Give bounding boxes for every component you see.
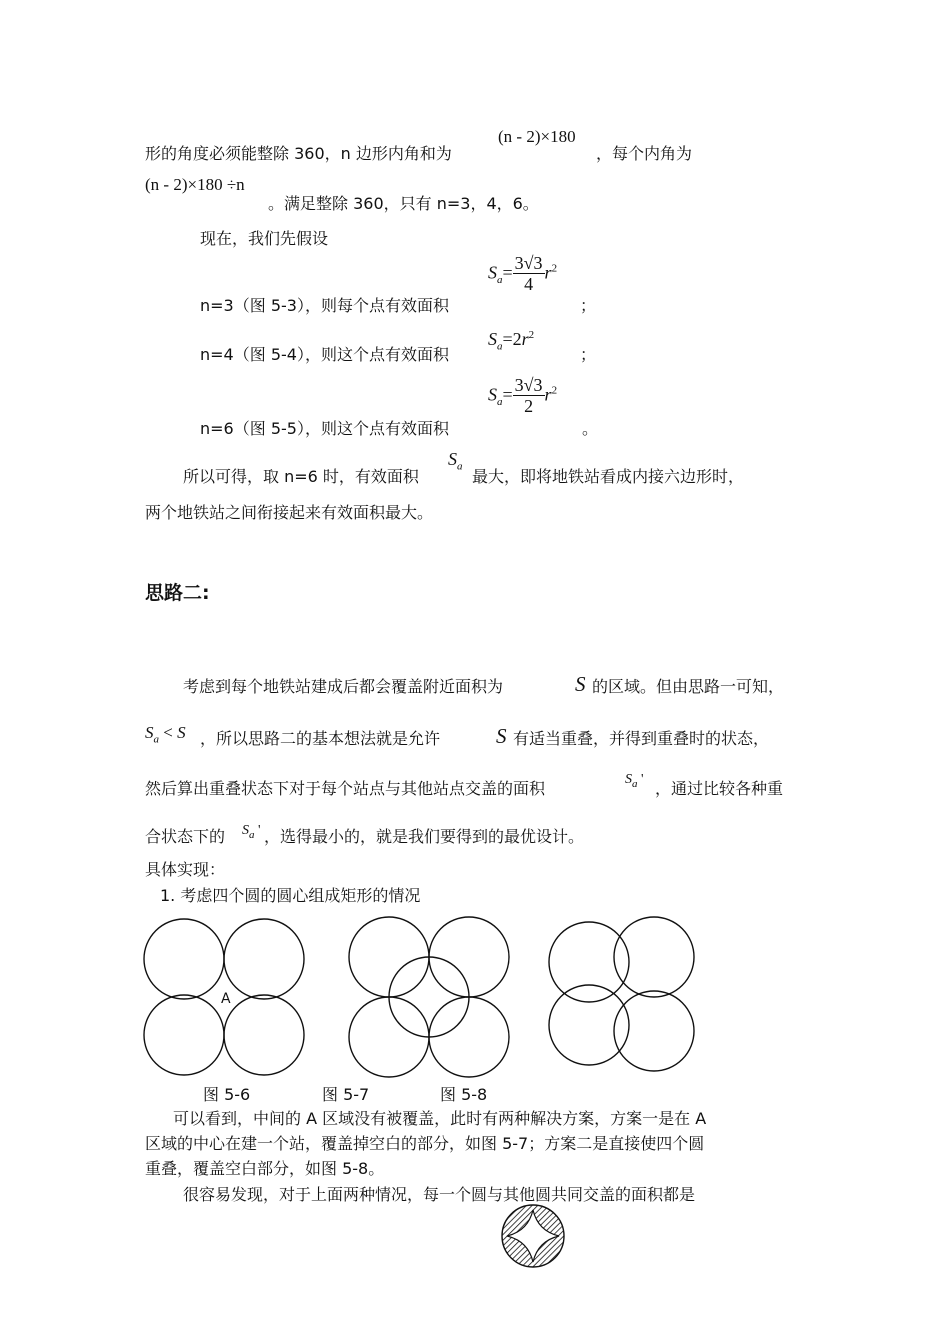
symbol-s: S (496, 724, 507, 748)
symbol-sa-prime: $S_a$ ' (242, 823, 261, 841)
text-line: 具体实现： (145, 860, 226, 879)
figure-caption: 图 5-6 (203, 1085, 251, 1104)
symbol-s: S (575, 672, 586, 696)
figure-5-7 (345, 913, 515, 1078)
text-line: 可以看到，中间的 A 区域没有被覆盖，此时有两种解决方案，方案一是在 A (173, 1109, 707, 1128)
figure-5-8 (545, 913, 705, 1078)
inequality: $S_a < S$ (145, 723, 186, 746)
list-item: 1. 考虑四个圆的圆心组成矩形的情况 (160, 886, 421, 905)
figure-caption: 图 5-8 (440, 1085, 488, 1104)
text-line: 合状态下的 (145, 827, 226, 846)
section-heading: 思路二: (145, 582, 210, 604)
text-line: 的区域。但由思路一可知， (592, 677, 785, 696)
formula-n3: $S_a=$ $\frac{3√3}{4}$ $r^2$ (488, 253, 558, 294)
text-line: 两个地铁站之间衔接起来有效面积最大。 (145, 503, 434, 522)
text-line: 形的角度必须能整除 360，n 边形内角和为 (145, 144, 452, 163)
text-line: 重叠，覆盖空白部分，如图 5-8。 (145, 1159, 385, 1178)
region-label-a: A (221, 991, 231, 1007)
punct: ； (580, 345, 597, 364)
text-line: 所以可得，取 n=6 时，有效面积 (183, 467, 419, 486)
formula-n6: $S_a=$ $\frac{3√3}{2}$ $r^2$ (488, 375, 558, 416)
formula-interior-angle: (n - 2)×180 ÷n (145, 175, 245, 194)
text-line: ，所以思路二的基本想法就是允许 (200, 729, 441, 748)
text-line: 考虑到每个地铁站建成后都会覆盖附近面积为 (183, 677, 504, 696)
case-label-n3: n=3（图 5-3），则每个点有效面积 (200, 296, 449, 315)
text-line: 。满足整除 360，只有 n=3，4，6。 (268, 194, 539, 213)
text-line: ，选得最小的，就是我们要得到的最优设计。 (264, 827, 585, 846)
punct: 。 (582, 419, 599, 438)
hatched-overlap-figure (500, 1203, 566, 1269)
formula-n4: $S_a=2r^2$ (488, 329, 535, 353)
figure-caption: 图 5-7 (322, 1085, 370, 1104)
formula-angle-sum: (n - 2)×180 (498, 127, 576, 146)
text-line: 最大，即将地铁站看成内接六边形时， (472, 467, 745, 486)
case-label-n6: n=6（图 5-5），则这个点有效面积 (200, 419, 449, 438)
text-line: ，每个内角为 (596, 144, 693, 163)
symbol-sa: $S_a$ (448, 449, 463, 473)
text-line: 有适当重叠，并得到重叠时的状态， (513, 729, 770, 748)
text-line: 然后算出重叠状态下对于每个站点与其他站点交盖的面积 (145, 779, 546, 798)
punct: ； (580, 296, 597, 315)
text-line: 区域的中心在建一个站，覆盖掉空白的部分，如图 5-7；方案二是直接使四个圆 (145, 1134, 705, 1153)
text-line: 现在，我们先假设 (200, 229, 329, 248)
case-label-n4: n=4（图 5-4），则这个点有效面积 (200, 345, 449, 364)
symbol-sa-prime: $S_a$ ' (625, 772, 644, 790)
text-line: ，通过比较各种重 (655, 779, 784, 798)
text-line: 很容易发现，对于上面两种情况，每一个圆与其他圆共同交盖的面积都是 (183, 1185, 696, 1204)
